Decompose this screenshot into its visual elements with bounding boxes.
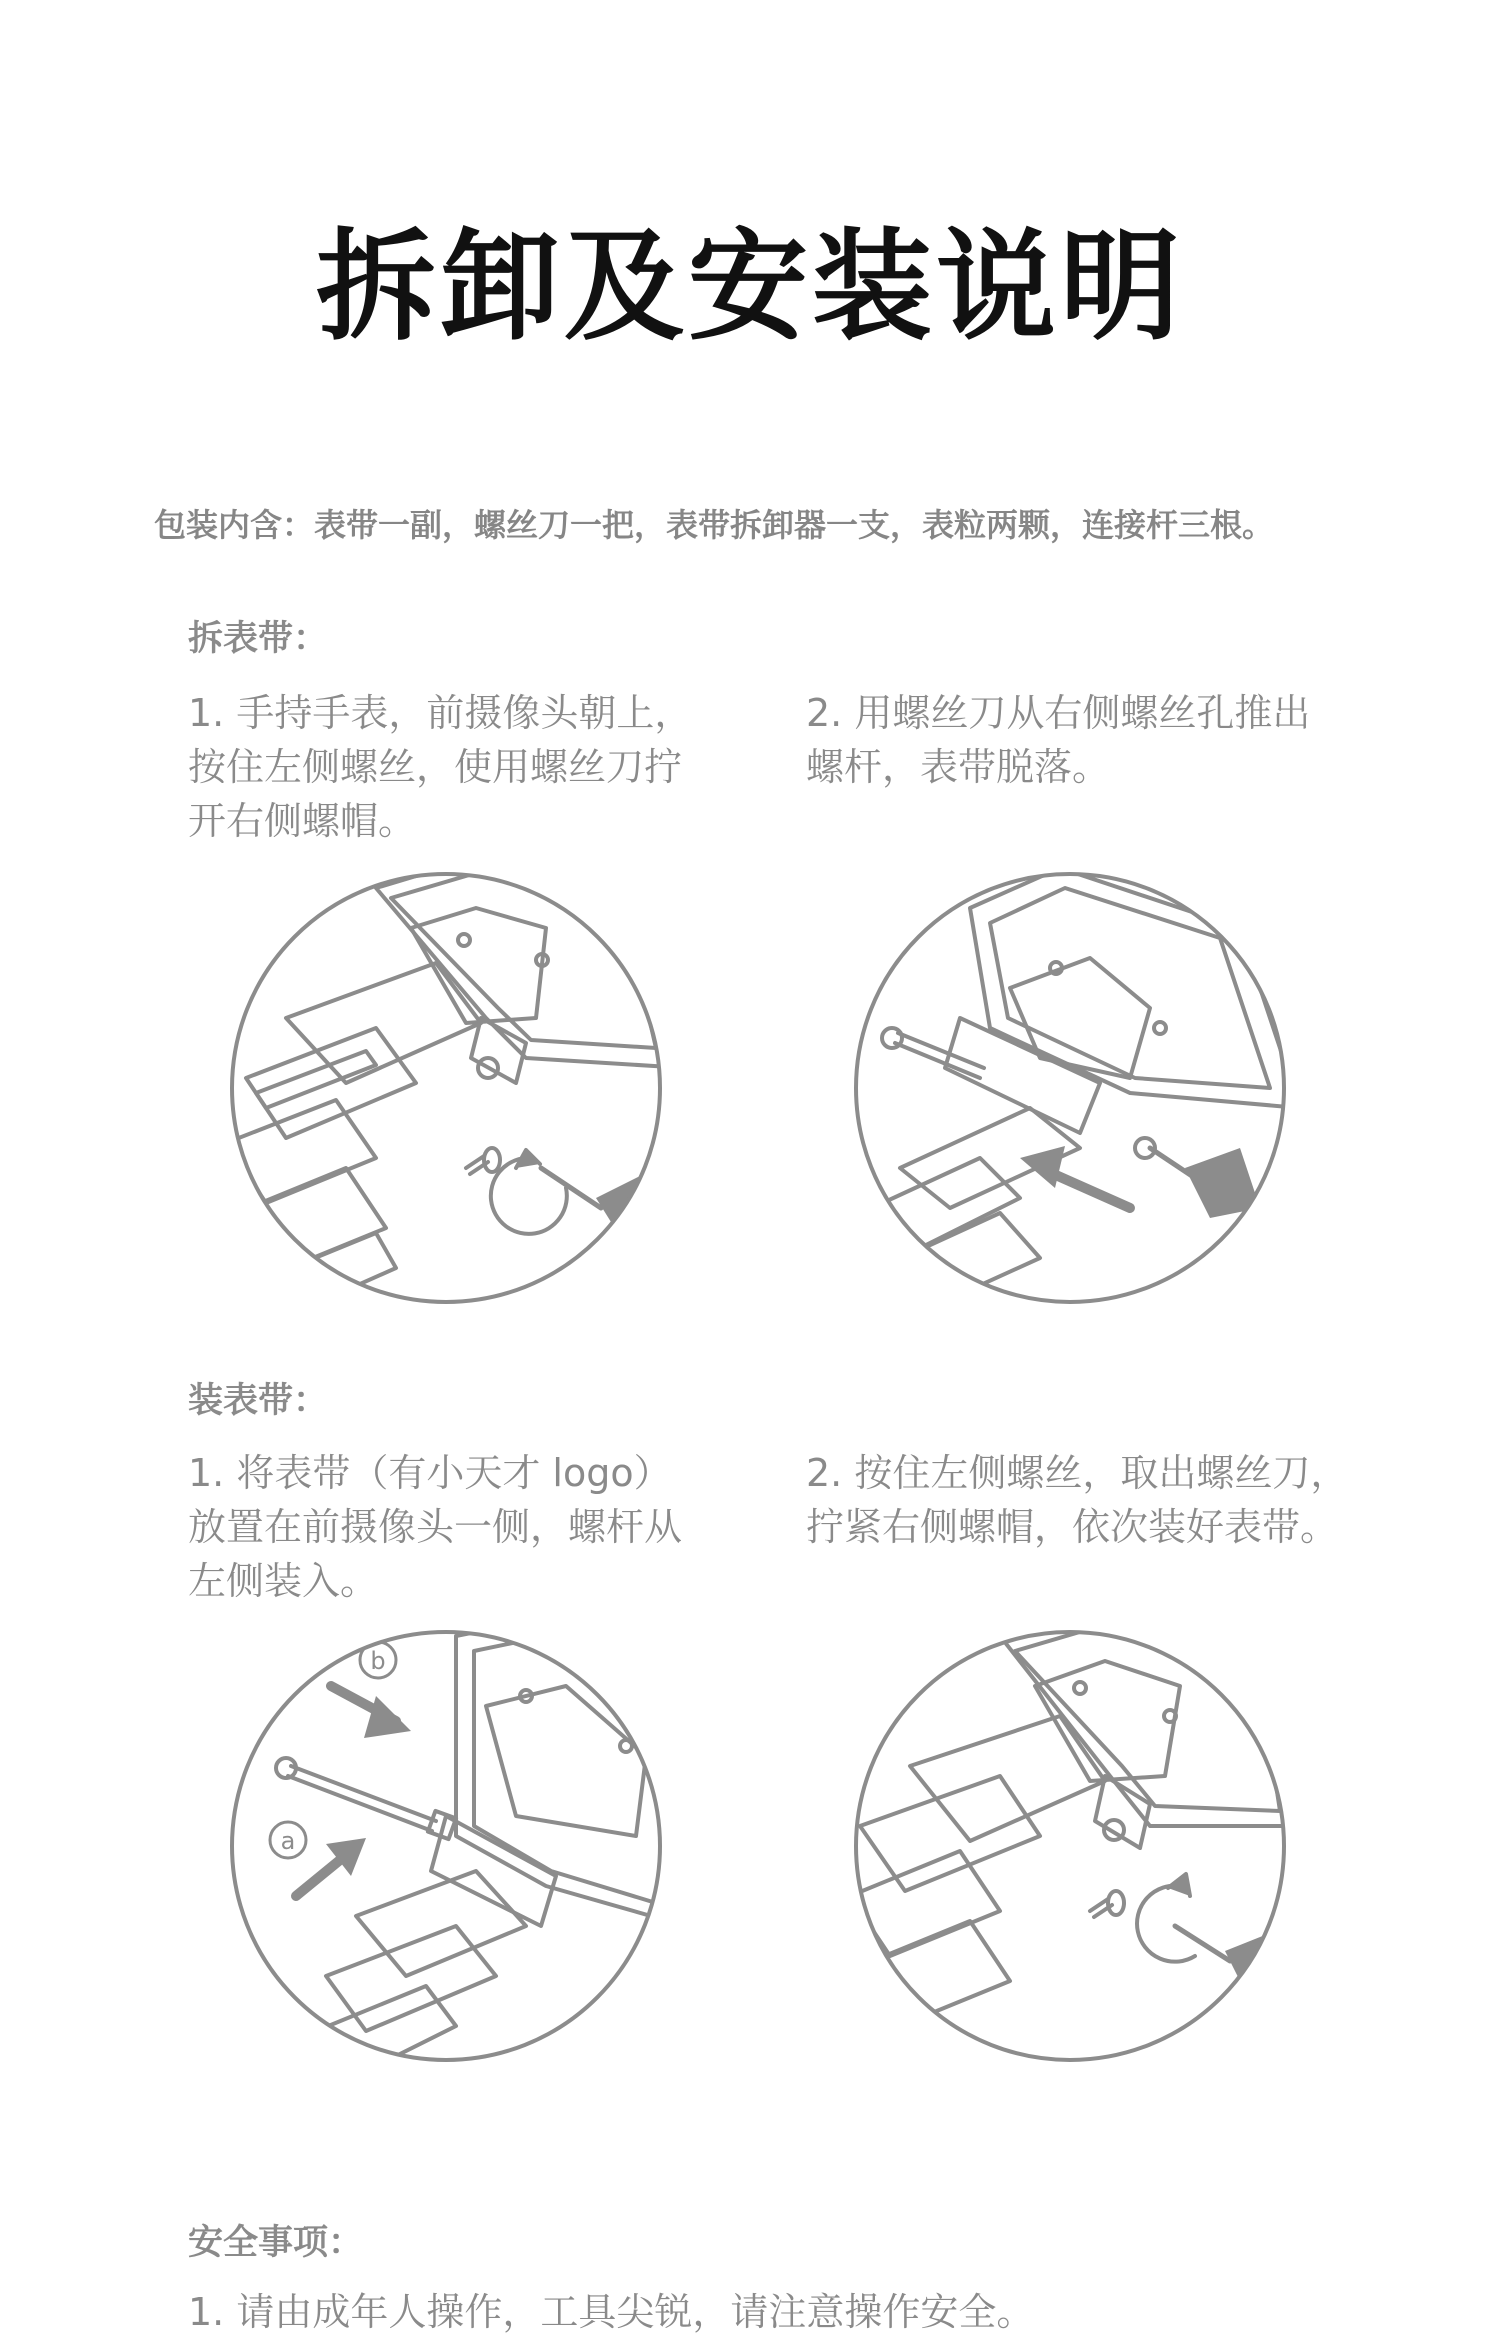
removal-step-1 [188,686,692,848]
removal-step-2-line-1: 2. 用螺丝刀从右侧螺丝孔推出 [806,691,1311,735]
install-step-1-line-3: 左侧装入。 [188,1559,379,1603]
safety-heading: 安全事项： [188,2223,364,2263]
package-contents: 包装内含：表带一副，螺丝刀一把，表带拆卸器一支，表粒两颗，连接杆三根。 [154,506,1275,544]
install-step-1-line-1: 1. 将表带（有小天才 logo） [188,1451,672,1495]
install-heading: 装表带： [188,1381,329,1421]
removal-step-1-illustration [226,868,666,1308]
marker-b: b [370,1647,386,1675]
removal-heading: 拆表带： [188,619,329,659]
safety-line-1: 1. 请由成年人操作，工具尖锐，请注意操作安全。 [188,2290,1035,2334]
install-step-2-line-2: 拧紧右侧螺帽，依次装好表带。 [806,1505,1339,1549]
removal-step-2-line-2: 螺杆，表带脱落。 [806,745,1111,789]
removal-step-1-line-1: 1. 手持手表，前摄像头朝上， [188,691,693,735]
install-step-1-illustration [226,1626,666,2066]
install-step-1-line-2: 放置在前摄像头一侧，螺杆从 [188,1505,683,1549]
install-step-2-illustration [850,1626,1290,2066]
install-step-1 [188,1446,682,1608]
page-title: 拆卸及安装说明 [316,218,1184,357]
marker-a: a [280,1827,296,1855]
removal-step-2-illustration [850,868,1290,1308]
install-step-2 [806,1446,1348,1554]
install-step-2-line-1: 2. 按住左侧螺丝，取出螺丝刀， [806,1451,1349,1495]
removal-step-1-line-3: 开右侧螺帽。 [188,799,417,843]
removal-step-1-line-2: 按住左侧螺丝，使用螺丝刀拧 [188,745,683,789]
removal-step-2 [806,686,1310,794]
